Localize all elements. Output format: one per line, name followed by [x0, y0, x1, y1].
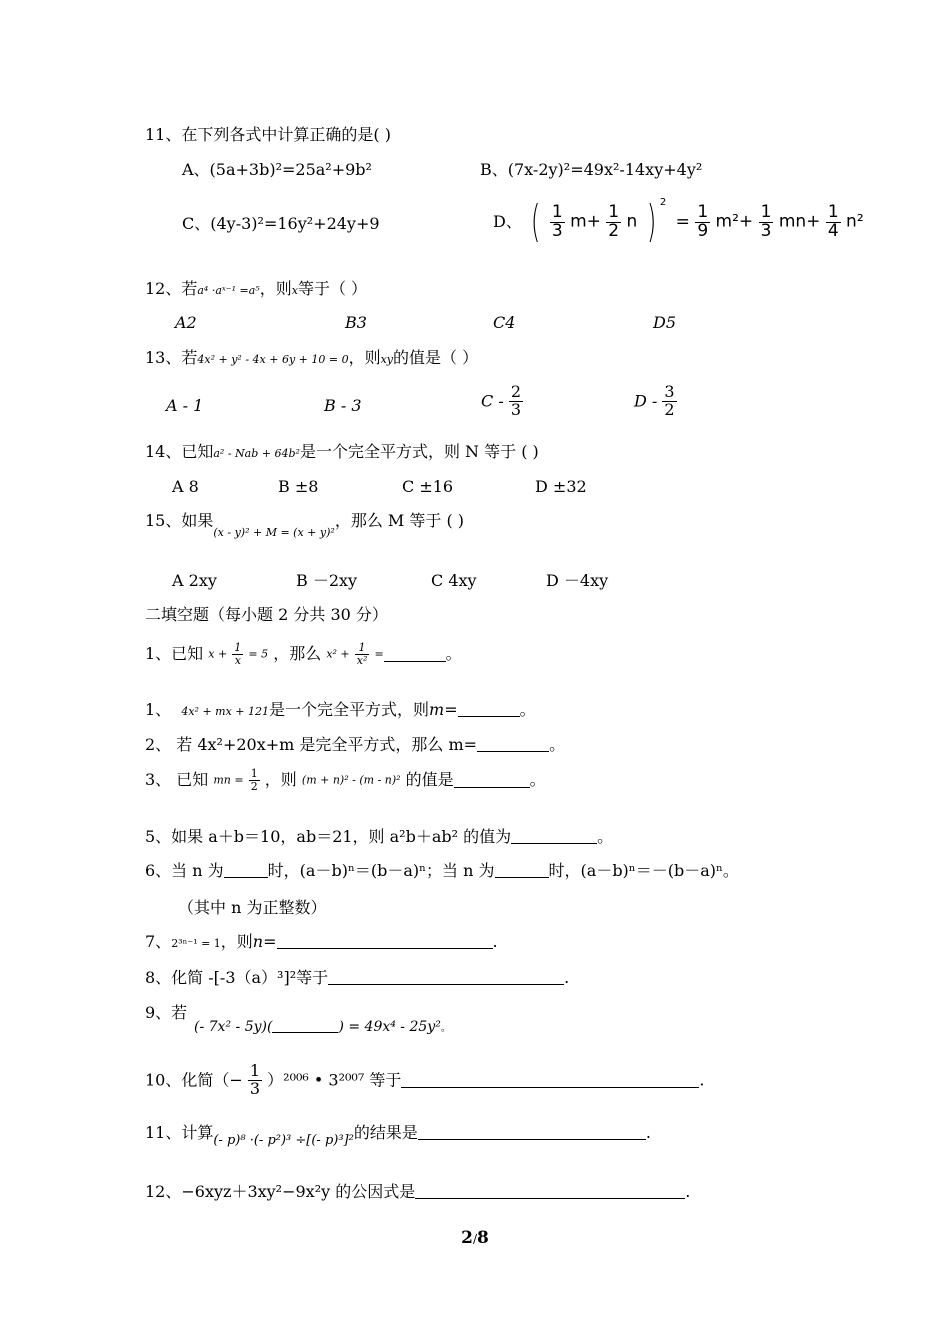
q11-option-a: A、(5a+3b)²=25a²+9b²: [182, 160, 372, 179]
left-paren: (: [531, 196, 541, 247]
fill-7: 7、2³ⁿ⁻¹ = 1，则n= .: [145, 932, 498, 951]
fill-8: 8、化简 -[-3（a）³]²等于 .: [145, 968, 570, 987]
q15-option-b: B －2xy: [296, 571, 358, 590]
q15-option-c: C 4xy: [431, 571, 477, 590]
answer-blank[interactable]: [511, 829, 597, 844]
q13-option-c: C - $\frac{2}{3}$: [481, 382, 522, 419]
answer-blank[interactable]: [418, 1125, 646, 1140]
q11-option-d: D、 ( $\frac{1}{3}$ m+ $\frac{1}{2}$ n ) $^2$ = $\frac{1}{9}$ m²+ $\frac{1}{3}$ mn+ $\frac{1}{4}$ n²: [493, 196, 864, 247]
fill-11: 11、计算$_{(- p)^8 \cdot(- p^2)^3 \div[(- p)^3]^2}$的结果是 .: [145, 1123, 651, 1148]
q12-option-d: D5: [653, 313, 677, 332]
q15-stem: 15、如果$_{(x - y)^2 + M = (x + y)^2}$，那么 M 等于 ( ): [145, 511, 465, 539]
fill-6-note: （其中 n 为正整数）: [178, 898, 327, 917]
fill-1: 1、已知 x + $\frac{1}{x}$ = 5 ，那么 x² + $\frac{1}{\text{x²}}$ = 。: [145, 641, 462, 667]
q13-stem: 13、若4x² + y² - 4x + 6y + 10 = 0，则xy的值是（ ）: [145, 348, 479, 367]
answer-blank[interactable]: [328, 970, 564, 985]
page-number: 2/8: [461, 1228, 489, 1248]
q12-stem: 12、若a⁴ ·aˣ⁻¹ =a⁵，则x等于（ ）: [145, 279, 368, 298]
q14-option-a: A 8: [172, 477, 199, 496]
right-paren: ): [646, 196, 657, 247]
answer-blank[interactable]: [415, 1184, 685, 1199]
q14-option-b: B ±8: [278, 477, 319, 496]
fill-3: 3、 已知 mn = $\frac{1}{2}$ ，则 (m + n)² - (m - n)² 的值是 。: [145, 767, 546, 793]
q13-option-a: A - 1: [166, 396, 204, 415]
q12-option-b: B3: [345, 313, 367, 332]
fill-6: 6、当 n 为 时，(a－b)ⁿ＝(b－a)ⁿ；当 n 为 时，(a－b)ⁿ＝－(b－a)ⁿ。: [145, 861, 739, 880]
answer-blank[interactable]: [224, 863, 268, 878]
q15-option-a: A 2xy: [172, 571, 217, 590]
q14-option-d: D ±32: [535, 477, 587, 496]
answer-blank[interactable]: [477, 737, 549, 752]
q12-option-c: C4: [493, 313, 516, 332]
q15-option-d: D －4xy: [546, 571, 609, 590]
answer-blank[interactable]: [454, 773, 530, 788]
q14-option-c: C ±16: [402, 477, 454, 496]
q13-option-d: D - $\frac{3}{2}$: [634, 382, 675, 419]
q11-option-c: C、(4y-3)²=16y²+24y+9: [182, 214, 380, 233]
section-title: 二填空题（每小题 2 分共 30 分）: [145, 605, 388, 624]
answer-blank[interactable]: [384, 647, 446, 662]
answer-blank[interactable]: [277, 934, 493, 949]
fill-5: 5、如果 a＋b＝10，ab＝21，则 a²b＋ab² 的值为 。: [145, 827, 614, 846]
answer-blank[interactable]: [401, 1073, 699, 1088]
answer-blank[interactable]: [272, 1019, 338, 1033]
q11-option-b: B、(7x-2y)²=49x²-14xy+4y²: [480, 160, 703, 179]
answer-blank[interactable]: [458, 702, 520, 717]
fill-10: 10、化简（− $\frac{1}{3}$ ）²⁰⁰⁶ • 3²⁰⁰⁷ 等于 .: [145, 1061, 705, 1098]
q13-option-b: B - 3: [324, 396, 362, 415]
fill-9: 9、若: [145, 1003, 188, 1022]
q14-stem: 14、已知a² - Nab + 64b²是一个完全平方式，则 N 等于 ( ): [145, 442, 539, 461]
q11-stem: 11、在下列各式中计算正确的是( ): [145, 125, 391, 144]
answer-blank[interactable]: [495, 863, 549, 878]
q12-option-a: A2: [175, 313, 197, 332]
fill-12: 12、−6xyz＋3xy²−9x²y 的公因式是 .: [145, 1182, 691, 1201]
fill-9-expr: (- 7x² - 5y)( ) = 49x⁴ - 25y²。: [194, 1019, 451, 1035]
fill-1b: 1、 4x² + mx + 121是一个完全平方式，则m= 。: [145, 700, 536, 719]
fill-2: 2、 若 4x²+20x+m 是完全平方式，那么 m= 。: [145, 735, 566, 754]
